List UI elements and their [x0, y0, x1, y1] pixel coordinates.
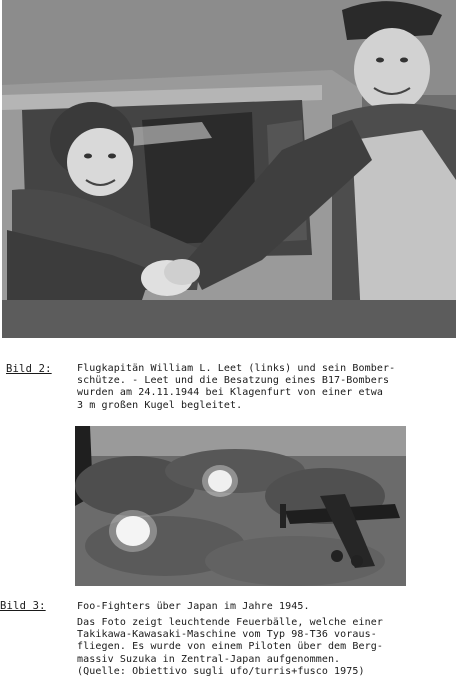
figure-3-heading: Foo-Fighters über Japan im Jahre 1945. — [77, 601, 310, 612]
photo-foo-fighters — [75, 426, 406, 586]
figure-3-caption: Das Foto zeigt leuchtende Feuerbälle, welche einer Takikawa-Kawasaki-Maschine vom Typ 98-T36 voraus- fliegen. Es wurde von einem Piloten über dem Berg- massiv Suzuka in Zentral-Japan aufgenommen. (Quelle: Obiettivo sugli ufo/turris+fusco 1975) — [77, 617, 384, 677]
figure-2-label: Bild 2: — [6, 363, 52, 375]
figure-2-caption: Flugkapitän William L. Leet (links) und sein Bomber- schütze. - Leet und die Besatzung eines B17-Bombers wurden am 24.11.1944 bei Klagenfurt von einer etwa 3 m großen Kugel begleitet. — [77, 363, 396, 411]
photo-airmen-handshake — [2, 0, 456, 338]
figure-3-label: Bild 3: — [0, 600, 46, 612]
